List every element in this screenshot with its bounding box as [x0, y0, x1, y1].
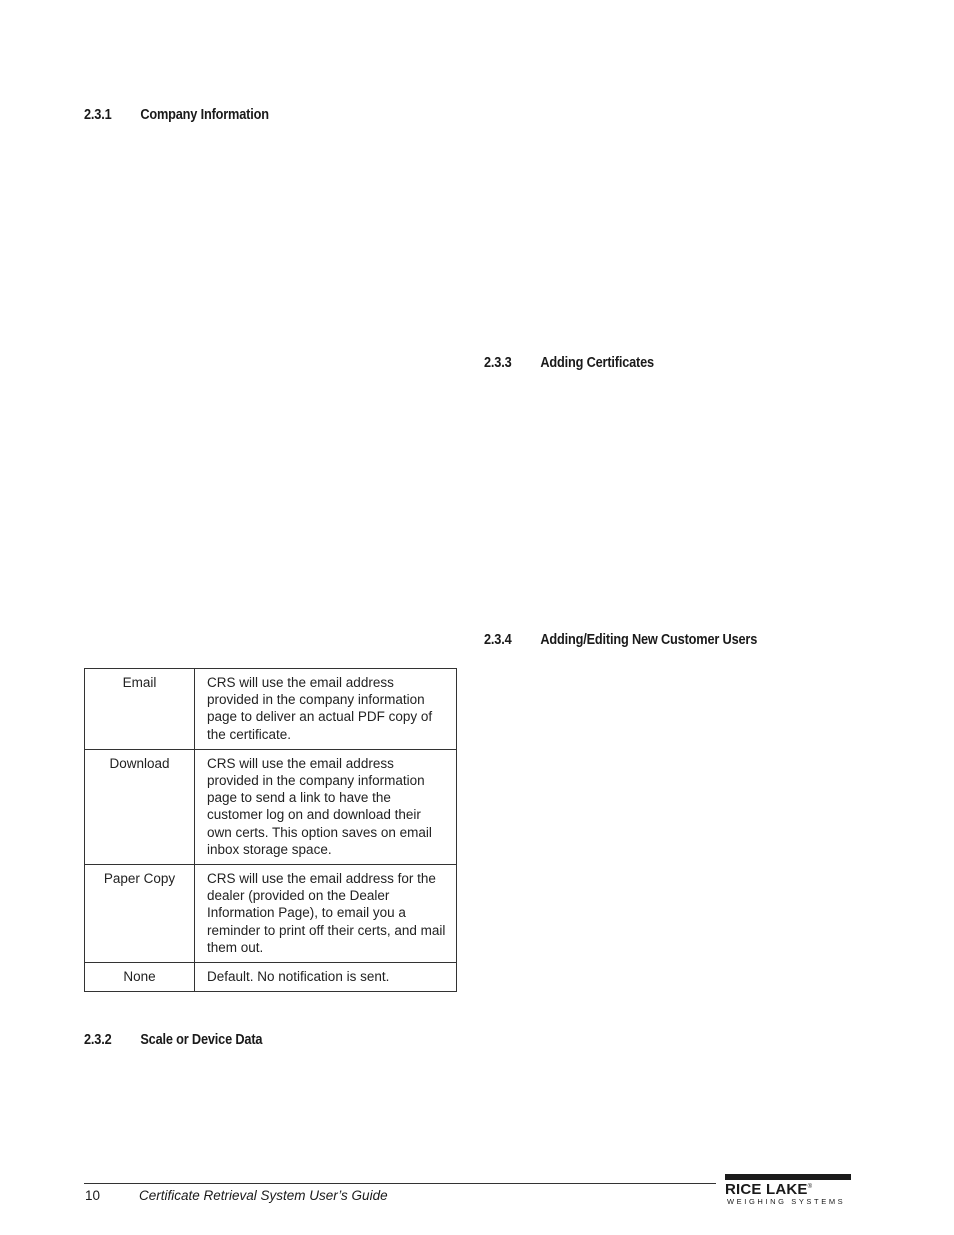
logo-bar — [725, 1174, 851, 1180]
section-heading-company-information — [84, 107, 269, 123]
footer-divider — [84, 1183, 716, 1184]
option-cell: Paper Copy — [85, 865, 195, 963]
table-row — [85, 865, 457, 963]
section-number: 2.3.2 — [84, 1032, 112, 1048]
rice-lake-logo — [725, 1174, 853, 1208]
section-title: Scale or Device Data — [140, 1032, 263, 1048]
section-heading-adding-certificates — [484, 355, 654, 371]
table-row — [85, 669, 457, 750]
section-number: 2.3.4 — [484, 632, 512, 648]
notification-options-table — [84, 668, 457, 992]
section-title: Adding/Editing New Customer Users — [540, 632, 758, 648]
document-title: Certificate Retrieval System User’s Guide — [139, 1188, 388, 1203]
option-cell: None — [85, 963, 195, 992]
table-row — [85, 749, 457, 864]
description-cell: CRS will use the email address provided in the company information page to deliver an actual PDF copy of the certificate. — [195, 669, 457, 750]
description-cell: CRS will use the email address provided in the company information page to send a link to have the customer log on and download their own certs. This option saves on email inbox storage space. — [195, 749, 457, 864]
logo-wordmark: RICE LAKE® — [725, 1181, 813, 1198]
logo-subtext: WEIGHING SYSTEMS — [727, 1197, 846, 1206]
option-cell: Email — [85, 669, 195, 750]
section-number: 2.3.1 — [84, 107, 112, 123]
table-row — [85, 963, 457, 992]
section-heading-adding-editing-customer-users — [484, 632, 757, 648]
option-cell: Download — [85, 749, 195, 864]
section-heading-scale-device-data — [84, 1032, 262, 1048]
section-title: Adding Certificates — [540, 355, 654, 371]
section-title: Company Information — [140, 107, 269, 123]
description-cell: Default. No notification is sent. — [195, 963, 457, 992]
description-cell: CRS will use the email address for the dealer (provided on the Dealer Information Page), to email you a reminder to print off their certs, and mail them out. — [195, 865, 457, 963]
section-number: 2.3.3 — [484, 355, 512, 371]
page-number: 10 — [85, 1188, 101, 1203]
trademark-symbol: ® — [807, 1184, 813, 1190]
